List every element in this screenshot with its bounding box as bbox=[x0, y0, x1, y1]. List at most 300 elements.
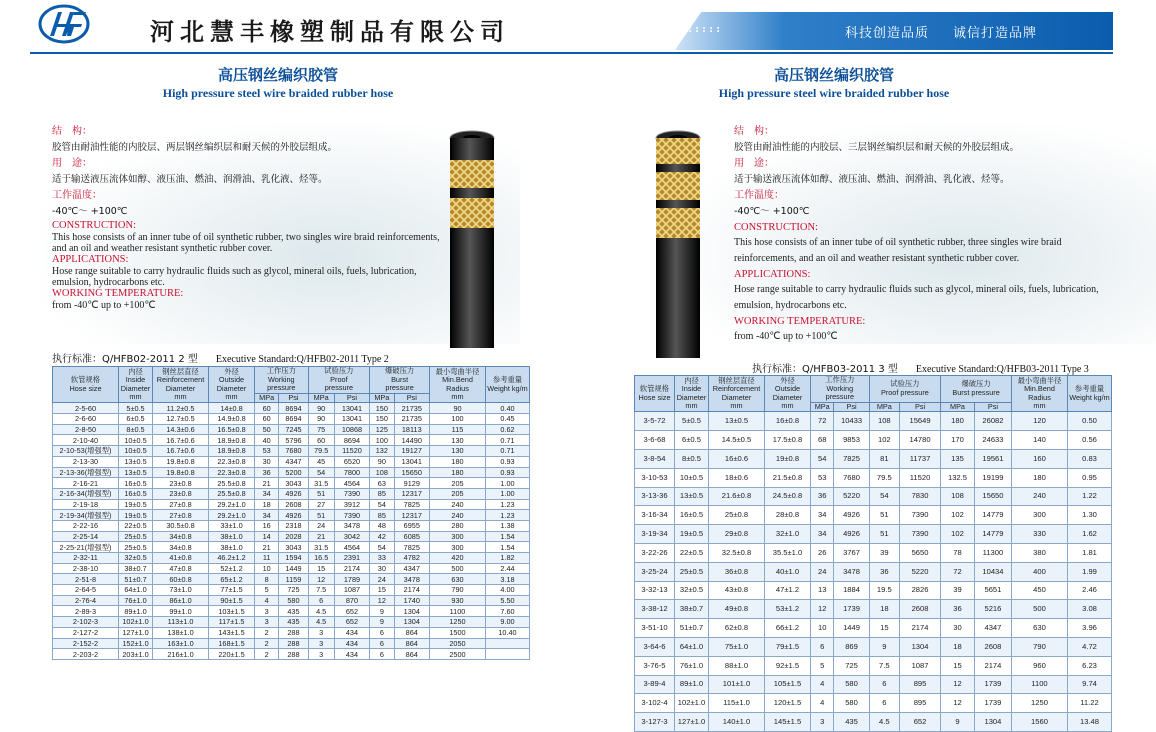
table-row bbox=[53, 520, 530, 531]
table-cell: 3-25-24 bbox=[635, 562, 675, 581]
table-cell: 34 bbox=[255, 488, 279, 499]
table-cell: 0.45 bbox=[486, 414, 530, 425]
table-row bbox=[635, 431, 1112, 450]
left-table-body bbox=[53, 403, 530, 660]
table-cell: 6.23 bbox=[1068, 656, 1112, 675]
table-cell: 2-10-53(增强型) bbox=[53, 446, 119, 457]
table-row bbox=[53, 574, 530, 585]
table-cell: 28±0.8 bbox=[765, 506, 811, 525]
table-cell: 4926 bbox=[834, 525, 869, 544]
table-cell: 3478 bbox=[394, 574, 429, 585]
table-cell: 1500 bbox=[430, 627, 486, 638]
table-cell: 869 bbox=[834, 637, 869, 656]
table-cell: 725 bbox=[834, 656, 869, 675]
table-cell: 49±0.8 bbox=[709, 600, 765, 619]
table-cell: 113±1.0 bbox=[153, 617, 209, 628]
table-cell: 18.9±0.8 bbox=[209, 446, 255, 457]
table-cell: 1.82 bbox=[486, 553, 530, 564]
table-cell: 10±0.5 bbox=[119, 446, 153, 457]
applications-label: APPLICATIONS: bbox=[734, 269, 811, 280]
table-cell: 51±0.7 bbox=[119, 574, 153, 585]
table-cell: 108 bbox=[370, 467, 394, 478]
table-cell: 115 bbox=[430, 424, 486, 435]
table-cell: 12 bbox=[811, 600, 834, 619]
table-cell: 33±1.0 bbox=[209, 520, 255, 531]
table-cell: 15650 bbox=[974, 487, 1011, 506]
table-cell: 400 bbox=[1012, 562, 1068, 581]
table-cell: 3 bbox=[308, 649, 334, 660]
table-cell: 420 bbox=[430, 553, 486, 564]
use-text: 适于输送液压流体如醇、液压油、燃油、润滑油、乳化液、烃等。 bbox=[52, 174, 328, 185]
table-cell: 31.5 bbox=[308, 542, 334, 553]
table-cell: 99±1.0 bbox=[153, 606, 209, 617]
table-cell: 870 bbox=[334, 595, 369, 606]
table-cell: 2608 bbox=[899, 600, 940, 619]
table-cell: 32.5±0.8 bbox=[709, 543, 765, 562]
table-cell: 4926 bbox=[279, 488, 308, 499]
table-cell: 3.08 bbox=[1068, 600, 1112, 619]
table-cell: 108 bbox=[869, 412, 899, 431]
table-cell: 89±1.0 bbox=[119, 606, 153, 617]
working-temp-text: from -40℃ up to +100℃ bbox=[734, 331, 838, 342]
table-row bbox=[53, 414, 530, 425]
table-cell: 4926 bbox=[279, 510, 308, 521]
table-cell: 41±0.8 bbox=[153, 553, 209, 564]
table-cell: 7825 bbox=[394, 542, 429, 553]
col-weight: 参考重量 Weight kg/m bbox=[486, 367, 530, 403]
table-cell: 8694 bbox=[279, 403, 308, 414]
unit-mpa: MPa bbox=[370, 393, 394, 403]
table-cell: 15 bbox=[370, 585, 394, 596]
slogan-brand: 诚信打造品牌 bbox=[953, 26, 1038, 41]
table-cell: 34 bbox=[811, 525, 834, 544]
table-row bbox=[635, 656, 1112, 675]
table-cell: 9 bbox=[869, 637, 899, 656]
table-cell: 1.54 bbox=[486, 531, 530, 542]
table-cell: 630 bbox=[1012, 619, 1068, 638]
table-cell: 54 bbox=[308, 467, 334, 478]
table-cell: 32±1.0 bbox=[765, 525, 811, 544]
table-cell: 15 bbox=[869, 619, 899, 638]
construction-label: CONSTRUCTION: bbox=[52, 220, 137, 231]
table-cell: 3-8-54 bbox=[635, 449, 675, 468]
table-cell: 895 bbox=[899, 675, 940, 694]
table-cell: 135 bbox=[941, 449, 975, 468]
hf-logo-icon bbox=[38, 4, 90, 44]
table-row bbox=[53, 542, 530, 553]
table-cell: 103±1.5 bbox=[209, 606, 255, 617]
table-cell: 1.30 bbox=[1068, 506, 1112, 525]
table-cell: 9.00 bbox=[486, 617, 530, 628]
table-cell: 1087 bbox=[899, 656, 940, 675]
table-cell: 120±1.5 bbox=[765, 694, 811, 713]
table-cell: 125 bbox=[370, 424, 394, 435]
table-row bbox=[53, 563, 530, 574]
unit-psi: Psi bbox=[899, 402, 940, 412]
table-cell: 72 bbox=[811, 412, 834, 431]
table-cell: 18.9±0.8 bbox=[209, 435, 255, 446]
table-cell: 24.5±0.8 bbox=[765, 487, 811, 506]
table-cell: 1739 bbox=[834, 600, 869, 619]
table-cell bbox=[486, 649, 530, 660]
structure-label: 结 构： bbox=[52, 126, 92, 137]
standard-cn: 执行标准：Q/HFB03-2011 3 型 bbox=[752, 364, 898, 375]
table-cell: 1449 bbox=[834, 619, 869, 638]
right-description bbox=[734, 124, 1114, 344]
table-cell: 22±0.5 bbox=[675, 543, 709, 562]
table-cell: 140±1.0 bbox=[709, 713, 765, 732]
table-cell: 2-25-14 bbox=[53, 531, 119, 542]
table-cell: 11520 bbox=[334, 446, 369, 457]
table-cell: 15 bbox=[308, 563, 334, 574]
table-cell: 1304 bbox=[394, 617, 429, 628]
table-cell: 101±1.0 bbox=[709, 675, 765, 694]
table-cell: 10.40 bbox=[486, 627, 530, 638]
table-row bbox=[53, 606, 530, 617]
table-cell: 29±0.8 bbox=[709, 525, 765, 544]
table-cell: 2-51-8 bbox=[53, 574, 119, 585]
left-title-cn: 高压钢丝编织胶管 bbox=[217, 66, 338, 84]
table-cell: 160 bbox=[1012, 449, 1068, 468]
table-cell: 11520 bbox=[899, 468, 940, 487]
table-row bbox=[53, 649, 530, 660]
table-cell: 32±0.5 bbox=[119, 553, 153, 564]
table-cell: 240 bbox=[1012, 487, 1068, 506]
table-cell: 29.2±1.0 bbox=[209, 499, 255, 510]
table-cell: 23±0.8 bbox=[153, 488, 209, 499]
working-temp-label: WORKING TEMPERATURE: bbox=[734, 316, 866, 327]
table-row bbox=[53, 424, 530, 435]
table-cell: 7390 bbox=[899, 525, 940, 544]
table-cell: 3-127-3 bbox=[635, 713, 675, 732]
table-cell: 2 bbox=[255, 638, 279, 649]
col-hose-size: 软管规格 Hose size bbox=[53, 367, 119, 403]
table-cell: 25±0.8 bbox=[709, 506, 765, 525]
table-cell: 26082 bbox=[974, 412, 1011, 431]
table-cell: 7390 bbox=[334, 510, 369, 521]
table-cell: 19561 bbox=[974, 449, 1011, 468]
table-cell: 19199 bbox=[974, 468, 1011, 487]
table-cell: 14±0.8 bbox=[209, 403, 255, 414]
table-cell: 25.5±0.8 bbox=[209, 488, 255, 499]
table-cell: 5651 bbox=[974, 581, 1011, 600]
table-cell: 16±0.5 bbox=[119, 478, 153, 489]
table-cell: 12317 bbox=[394, 488, 429, 499]
col-proof-pressure: 试验压力 Proof pressure bbox=[308, 367, 370, 394]
table-cell: 35.5±1.0 bbox=[765, 543, 811, 562]
table-cell: 5.50 bbox=[486, 595, 530, 606]
col-inside-diameter: 内径 Inside Diameter mm bbox=[119, 367, 153, 403]
table-cell: 163±1.0 bbox=[153, 638, 209, 649]
table-cell: 5220 bbox=[899, 562, 940, 581]
table-cell: 132.5 bbox=[941, 468, 975, 487]
table-cell: 7825 bbox=[834, 449, 869, 468]
unit-mpa: MPa bbox=[255, 393, 279, 403]
table-cell: 8694 bbox=[279, 414, 308, 425]
table-cell: 7825 bbox=[394, 499, 429, 510]
table-cell: 25±0.5 bbox=[675, 562, 709, 581]
table-row bbox=[53, 531, 530, 542]
temp-text: -40℃～ +100℃ bbox=[52, 206, 128, 217]
table-cell: 1.38 bbox=[486, 520, 530, 531]
table-cell: 16.5±0.8 bbox=[209, 424, 255, 435]
table-cell: 13±0.5 bbox=[119, 456, 153, 467]
table-cell: 9129 bbox=[394, 478, 429, 489]
table-cell: 3042 bbox=[334, 531, 369, 542]
table-cell: 13±0.5 bbox=[119, 467, 153, 478]
table-cell: 24 bbox=[811, 562, 834, 581]
table-cell: 8 bbox=[255, 574, 279, 585]
table-row bbox=[635, 600, 1112, 619]
table-cell: 300 bbox=[430, 542, 486, 553]
col-weight: 参考重量 Weight kg/m bbox=[1068, 376, 1112, 412]
table-cell: 960 bbox=[1012, 656, 1068, 675]
table-cell: 14780 bbox=[899, 431, 940, 450]
table-cell: 36 bbox=[869, 562, 899, 581]
right-title-en: High pressure steel wire braided rubber hose bbox=[718, 86, 950, 100]
table-cell: 5650 bbox=[899, 543, 940, 562]
table-cell: 1250 bbox=[1012, 694, 1068, 713]
applications-label: APPLICATIONS: bbox=[52, 254, 129, 265]
table-cell: 2-89-3 bbox=[53, 606, 119, 617]
table-row bbox=[635, 449, 1112, 468]
table-row bbox=[635, 506, 1112, 525]
table-cell: 2-22-16 bbox=[53, 520, 119, 531]
table-cell: 14.9±0.8 bbox=[209, 414, 255, 425]
table-cell: 790 bbox=[1012, 637, 1068, 656]
col-working-pressure: 工作压力 Working pressure bbox=[811, 376, 870, 403]
table-cell: 2-13-30 bbox=[53, 456, 119, 467]
table-cell: 2608 bbox=[279, 499, 308, 510]
table-cell: 1.54 bbox=[486, 542, 530, 553]
table-cell: 16±0.8 bbox=[765, 412, 811, 431]
table-cell: 53±1.2 bbox=[765, 600, 811, 619]
table-cell: 53 bbox=[811, 468, 834, 487]
table-cell: 60 bbox=[308, 435, 334, 446]
table-cell: 7680 bbox=[834, 468, 869, 487]
table-cell: 435 bbox=[279, 617, 308, 628]
table-cell: 150 bbox=[370, 414, 394, 425]
table-cell: 22±0.5 bbox=[119, 520, 153, 531]
table-cell: 30.5±0.8 bbox=[153, 520, 209, 531]
table-cell: 864 bbox=[394, 638, 429, 649]
table-cell: 10868 bbox=[334, 424, 369, 435]
table-cell: 19127 bbox=[394, 446, 429, 457]
table-cell: 12317 bbox=[394, 510, 429, 521]
col-inside-diameter: 内径 Inside Diameter mm bbox=[675, 376, 709, 412]
unit-psi: Psi bbox=[279, 393, 308, 403]
table-cell: 300 bbox=[430, 531, 486, 542]
table-cell: 500 bbox=[430, 563, 486, 574]
table-row bbox=[635, 713, 1112, 732]
table-cell: 3-89-4 bbox=[635, 675, 675, 694]
table-cell: 60 bbox=[255, 403, 279, 414]
table-cell: 2174 bbox=[899, 619, 940, 638]
table-cell: 8±0.5 bbox=[119, 424, 153, 435]
table-cell: 9.74 bbox=[1068, 675, 1112, 694]
table-cell: 8±0.5 bbox=[675, 449, 709, 468]
table-cell: 1.81 bbox=[1068, 543, 1112, 562]
table-cell: 1739 bbox=[974, 675, 1011, 694]
table-cell: 47±0.8 bbox=[153, 563, 209, 574]
table-cell: 21 bbox=[255, 478, 279, 489]
table-cell: 46.2±1.2 bbox=[209, 553, 255, 564]
table-cell: 42 bbox=[370, 531, 394, 542]
unit-psi: Psi bbox=[974, 402, 1011, 412]
table-cell: 30 bbox=[255, 456, 279, 467]
table-row bbox=[53, 478, 530, 489]
table-cell: 3-10-53 bbox=[635, 468, 675, 487]
table-cell: 2-13-36(增强型) bbox=[53, 467, 119, 478]
table-cell: 7.5 bbox=[869, 656, 899, 675]
table-cell: 4564 bbox=[334, 542, 369, 553]
table-cell: 138±1.0 bbox=[153, 627, 209, 638]
table-cell: 102 bbox=[941, 525, 975, 544]
table-cell: 19±0.5 bbox=[675, 525, 709, 544]
header-slogan bbox=[845, 22, 1061, 41]
table-row bbox=[53, 595, 530, 606]
structure-text: 胶管由耐油性能的内胶层、两层钢丝编织层和耐天候的外胶层组成。 bbox=[52, 142, 338, 153]
table-cell: 9 bbox=[370, 606, 394, 617]
table-cell: 1.22 bbox=[1068, 487, 1112, 506]
table-cell: 168±1.5 bbox=[209, 638, 255, 649]
table-cell: 12 bbox=[941, 675, 975, 694]
table-cell: 0.56 bbox=[1068, 431, 1112, 450]
hose-2-braid-icon bbox=[444, 128, 500, 348]
table-cell: 15 bbox=[941, 656, 975, 675]
table-cell: 16±0.5 bbox=[119, 488, 153, 499]
table-cell: 79.5 bbox=[308, 446, 334, 457]
table-cell: 5796 bbox=[279, 435, 308, 446]
table-cell: 3.18 bbox=[486, 574, 530, 585]
table-cell: 27±0.8 bbox=[153, 499, 209, 510]
table-cell: 13.48 bbox=[1068, 713, 1112, 732]
table-cell: 3 bbox=[255, 617, 279, 628]
table-cell: 102 bbox=[941, 506, 975, 525]
table-cell: 4347 bbox=[394, 563, 429, 574]
table-cell: 90±1.5 bbox=[209, 595, 255, 606]
table-cell: 5±0.5 bbox=[119, 403, 153, 414]
table-cell: 0.62 bbox=[486, 424, 530, 435]
table-cell: 18 bbox=[941, 637, 975, 656]
col-burst-pressure: 爆破压力 Burst pressure bbox=[941, 376, 1012, 403]
table-cell: 50 bbox=[255, 424, 279, 435]
table-cell: 39 bbox=[869, 543, 899, 562]
table-cell: 36 bbox=[811, 487, 834, 506]
table-cell: 38±0.7 bbox=[675, 600, 709, 619]
table-cell: 12 bbox=[308, 574, 334, 585]
table-row bbox=[53, 403, 530, 414]
table-cell: 4564 bbox=[334, 478, 369, 489]
table-cell: 19.8±0.8 bbox=[153, 467, 209, 478]
table-cell: 14.3±0.6 bbox=[153, 424, 209, 435]
table-row bbox=[53, 627, 530, 638]
table-cell: 79.5 bbox=[869, 468, 899, 487]
table-row bbox=[53, 435, 530, 446]
col-min-bend-radius: 最小弯曲半径 Min.Bend Radius mm bbox=[1012, 376, 1068, 412]
table-row bbox=[53, 510, 530, 521]
table-cell: 18 bbox=[869, 600, 899, 619]
table-cell: 7245 bbox=[279, 424, 308, 435]
table-cell: 7.5 bbox=[308, 585, 334, 596]
table-cell: 65±1.2 bbox=[209, 574, 255, 585]
table-cell: 34 bbox=[255, 510, 279, 521]
right-table-body bbox=[635, 412, 1112, 732]
table-cell: 4.5 bbox=[308, 606, 334, 617]
table-cell: 170 bbox=[941, 431, 975, 450]
table-cell: 24633 bbox=[974, 431, 1011, 450]
table-cell: 75±1.0 bbox=[709, 637, 765, 656]
table-row bbox=[635, 543, 1112, 562]
table-cell: 3043 bbox=[279, 542, 308, 553]
table-cell: 580 bbox=[834, 675, 869, 694]
table-cell: 14 bbox=[255, 531, 279, 542]
table-cell: 180 bbox=[941, 412, 975, 431]
table-cell: 2 bbox=[255, 649, 279, 660]
table-row bbox=[635, 412, 1112, 431]
table-cell: 51 bbox=[308, 510, 334, 521]
table-cell: 3-32-13 bbox=[635, 581, 675, 600]
table-cell: 0.71 bbox=[486, 435, 530, 446]
table-cell: 52±1.2 bbox=[209, 563, 255, 574]
table-cell: 6955 bbox=[394, 520, 429, 531]
table-row bbox=[635, 468, 1112, 487]
table-cell: 4 bbox=[811, 694, 834, 713]
table-cell: 76±1.0 bbox=[119, 595, 153, 606]
table-cell: 143±1.5 bbox=[209, 627, 255, 638]
table-cell: 51 bbox=[308, 488, 334, 499]
table-cell: 1.23 bbox=[486, 499, 530, 510]
table-cell: 5200 bbox=[279, 467, 308, 478]
table-cell: 895 bbox=[899, 694, 940, 713]
table-cell: 0.71 bbox=[486, 446, 530, 457]
table-cell: 0.93 bbox=[486, 456, 530, 467]
table-cell: 288 bbox=[279, 638, 308, 649]
table-cell: 3478 bbox=[334, 520, 369, 531]
table-row bbox=[635, 581, 1112, 600]
col-reinforcement-diameter: 钢丝层直径 Reinforcement Diameter mm bbox=[153, 367, 209, 403]
table-cell: 68 bbox=[811, 431, 834, 450]
table-cell: 19±0.8 bbox=[765, 449, 811, 468]
col-min-bend-radius: 最小弯曲半径 Min.Bend Radius mm bbox=[430, 367, 486, 403]
table-cell: 17.5±0.8 bbox=[765, 431, 811, 450]
construction-text: This hose consists of an inner tube of oil synthetic rubber, two singles wire braid reinforcements, and an oil and weather resistant synthetic rubber cover. bbox=[52, 232, 440, 254]
table-cell: 1.00 bbox=[486, 478, 530, 489]
table-cell: 51±0.7 bbox=[675, 619, 709, 638]
table-cell: 2-102-3 bbox=[53, 617, 119, 628]
table-cell: 3 bbox=[308, 627, 334, 638]
unit-psi: Psi bbox=[394, 393, 429, 403]
table-cell: 63 bbox=[370, 478, 394, 489]
table-cell: 2-5-60 bbox=[53, 403, 119, 414]
working-temp-text: from -40℃ up to +100℃ bbox=[52, 300, 156, 311]
slogan-quality: 科技创造品质 bbox=[845, 26, 930, 41]
table-cell: 27 bbox=[308, 499, 334, 510]
table-cell: 100 bbox=[370, 435, 394, 446]
table-cell: 66±1.2 bbox=[765, 619, 811, 638]
table-cell: 2-10-40 bbox=[53, 435, 119, 446]
col-reinforcement-diameter: 钢丝层直径 Reinforcement Diameter mm bbox=[709, 376, 765, 412]
table-cell: 19±0.5 bbox=[119, 499, 153, 510]
table-cell: 76±1.0 bbox=[675, 656, 709, 675]
table-cell: 24 bbox=[308, 520, 334, 531]
table-cell: 73±1.0 bbox=[153, 585, 209, 596]
table-cell: 1449 bbox=[279, 563, 308, 574]
table-cell: 1594 bbox=[279, 553, 308, 564]
company-name: 河北慧丰橡塑制品有限公司 bbox=[150, 17, 510, 46]
table-cell: 32±0.5 bbox=[675, 581, 709, 600]
col-outside-diameter: 外径 Outside Diameter mm bbox=[209, 367, 255, 403]
